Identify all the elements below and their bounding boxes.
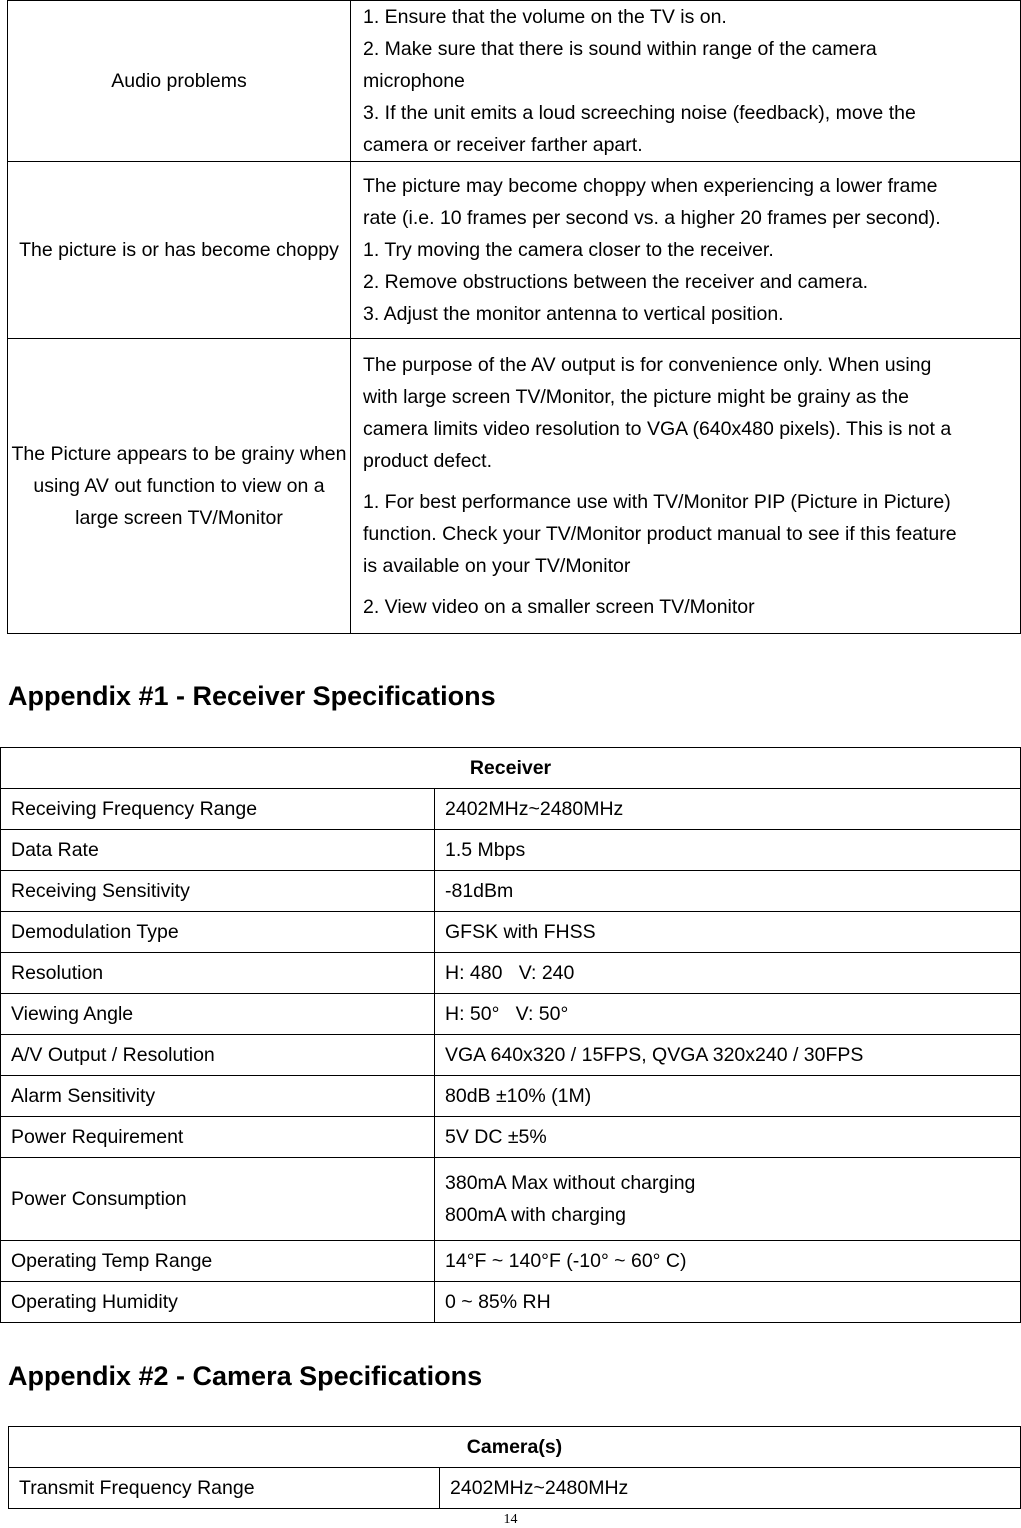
camera-table-header: Camera(s) xyxy=(9,1427,1021,1468)
receiver-table-header: Receiver xyxy=(1,748,1021,789)
solution-line: camera or receiver farther apart. xyxy=(363,134,643,156)
spec-value-line: 1.5 Mbps xyxy=(445,838,526,861)
table-row xyxy=(1,912,1021,953)
table-row xyxy=(1,830,1021,871)
solution-paragraph xyxy=(363,349,1020,477)
table-row xyxy=(1,994,1021,1035)
spec-value-line: GFSK with FHSS xyxy=(445,920,596,943)
table-row xyxy=(9,1468,1021,1509)
solution-line: 1. For best performance use with TV/Monitor PIP (Picture in Picture) xyxy=(363,491,951,513)
spec-value-line: 2402MHz~2480MHz xyxy=(450,1476,629,1499)
table-row xyxy=(1,789,1021,830)
solution-paragraph xyxy=(363,486,1020,582)
problem-cell: Audio problems xyxy=(8,1,351,162)
table-header-row xyxy=(1,748,1021,789)
solution-line: function. Check your TV/Monitor product manual to see if this feature xyxy=(363,523,957,545)
spec-value-line: 800mA with charging xyxy=(445,1204,627,1226)
appendix1-title: Appendix #1 - Receiver Specifications xyxy=(8,681,496,711)
solution-line: 3. If the unit emits a loud screeching noise (feedback), move the xyxy=(363,102,916,124)
solution-line: product defect. xyxy=(363,450,492,472)
spec-value xyxy=(435,1158,1021,1241)
solution-line: 1. Try moving the camera closer to the receiver. xyxy=(363,239,774,261)
appendix2-title: Appendix #2 - Camera Specifications xyxy=(8,1361,483,1391)
solution-cell xyxy=(351,339,1021,634)
solution-line: 2. Make sure that there is sound within range of the camera xyxy=(363,38,877,60)
solution-paragraph xyxy=(363,1,1020,161)
solution-cell xyxy=(351,162,1021,339)
spec-label: Power Consumption xyxy=(1,1158,435,1241)
spec-value xyxy=(435,1035,1021,1076)
spec-value xyxy=(435,1282,1021,1323)
spec-label: Operating Humidity xyxy=(1,1282,435,1323)
spec-value xyxy=(435,871,1021,912)
spec-value xyxy=(435,1241,1021,1282)
solution-paragraph xyxy=(363,591,1020,623)
spec-value-line: 2402MHz~2480MHz xyxy=(445,797,624,820)
page-number: 14 xyxy=(503,1512,518,1527)
spec-label: A/V Output / Resolution xyxy=(1,1035,435,1076)
table-row xyxy=(1,1241,1021,1282)
table-row xyxy=(8,162,1021,339)
spec-label: Receiving Sensitivity xyxy=(1,871,435,912)
spec-label: Demodulation Type xyxy=(1,912,435,953)
spec-value xyxy=(435,789,1021,830)
table-row xyxy=(1,1117,1021,1158)
spec-label: Viewing Angle xyxy=(1,994,435,1035)
table-row xyxy=(1,1282,1021,1323)
spec-value xyxy=(435,912,1021,953)
spec-value-line: -81dBm xyxy=(445,879,514,902)
receiver-spec-table xyxy=(0,747,1021,1323)
spec-value-line: 380mA Max without charging xyxy=(445,1172,696,1194)
spec-value-line: 5V DC ±5% xyxy=(445,1125,547,1148)
problem-cell: The picture is or has become choppy xyxy=(8,162,351,339)
spec-value xyxy=(435,994,1021,1035)
spec-label: Transmit Frequency Range xyxy=(9,1468,440,1509)
table-row xyxy=(8,339,1021,634)
spec-label: Power Requirement xyxy=(1,1117,435,1158)
table-row xyxy=(1,1158,1021,1241)
spec-label: Resolution xyxy=(1,953,435,994)
solution-line: is available on your TV/Monitor xyxy=(363,555,631,577)
problem-cell: The Picture appears to be grainy when using AV out function to view on a large screen TV/Monitor xyxy=(8,339,351,634)
table-row xyxy=(1,871,1021,912)
solution-line: 3. Adjust the monitor antenna to vertical position. xyxy=(363,303,784,325)
solution-line: with large screen TV/Monitor, the picture might be grainy as the xyxy=(363,386,909,408)
spec-value-line: VGA 640x320 / 15FPS, QVGA 320x240 / 30FPS xyxy=(445,1043,864,1066)
table-row xyxy=(1,953,1021,994)
solution-paragraph xyxy=(363,170,1020,330)
solution-line: The purpose of the AV output is for convenience only. When using xyxy=(363,354,932,376)
solution-line: The picture may become choppy when experiencing a lower frame xyxy=(363,175,938,197)
solution-line: 1. Ensure that the volume on the TV is on. xyxy=(363,6,727,28)
solution-cell xyxy=(351,1,1021,162)
solution-line: 2. View video on a smaller screen TV/Monitor xyxy=(363,596,755,618)
spec-label: Operating Temp Range xyxy=(1,1241,435,1282)
spec-value-line: 80dB ±10% (1M) xyxy=(445,1084,592,1107)
spec-value-line: 0 ~ 85% RH xyxy=(445,1290,551,1313)
spec-value-line: H: 50° V: 50° xyxy=(445,1002,569,1025)
solution-line: microphone xyxy=(363,70,465,92)
table-header-row xyxy=(9,1427,1021,1468)
spec-label: Data Rate xyxy=(1,830,435,871)
spec-value xyxy=(440,1468,1021,1509)
troubleshooting-table xyxy=(7,0,1021,634)
spec-value xyxy=(435,1076,1021,1117)
spec-value-line: 14°F ~ 140°F (-10° ~ 60° C) xyxy=(445,1249,687,1272)
table-row xyxy=(1,1076,1021,1117)
table-row xyxy=(1,1035,1021,1076)
table-row xyxy=(8,1,1021,162)
spec-value xyxy=(435,1117,1021,1158)
spec-label: Receiving Frequency Range xyxy=(1,789,435,830)
spec-value xyxy=(435,830,1021,871)
spec-label: Alarm Sensitivity xyxy=(1,1076,435,1117)
solution-line: camera limits video resolution to VGA (640x480 pixels). This is not a xyxy=(363,418,952,440)
spec-value xyxy=(435,953,1021,994)
camera-spec-table xyxy=(8,1426,1021,1509)
spec-value-line: H: 480 V: 240 xyxy=(445,961,575,984)
solution-line: rate (i.e. 10 frames per second vs. a higher 20 frames per second). xyxy=(363,207,941,229)
solution-line: 2. Remove obstructions between the receiver and camera. xyxy=(363,271,869,293)
